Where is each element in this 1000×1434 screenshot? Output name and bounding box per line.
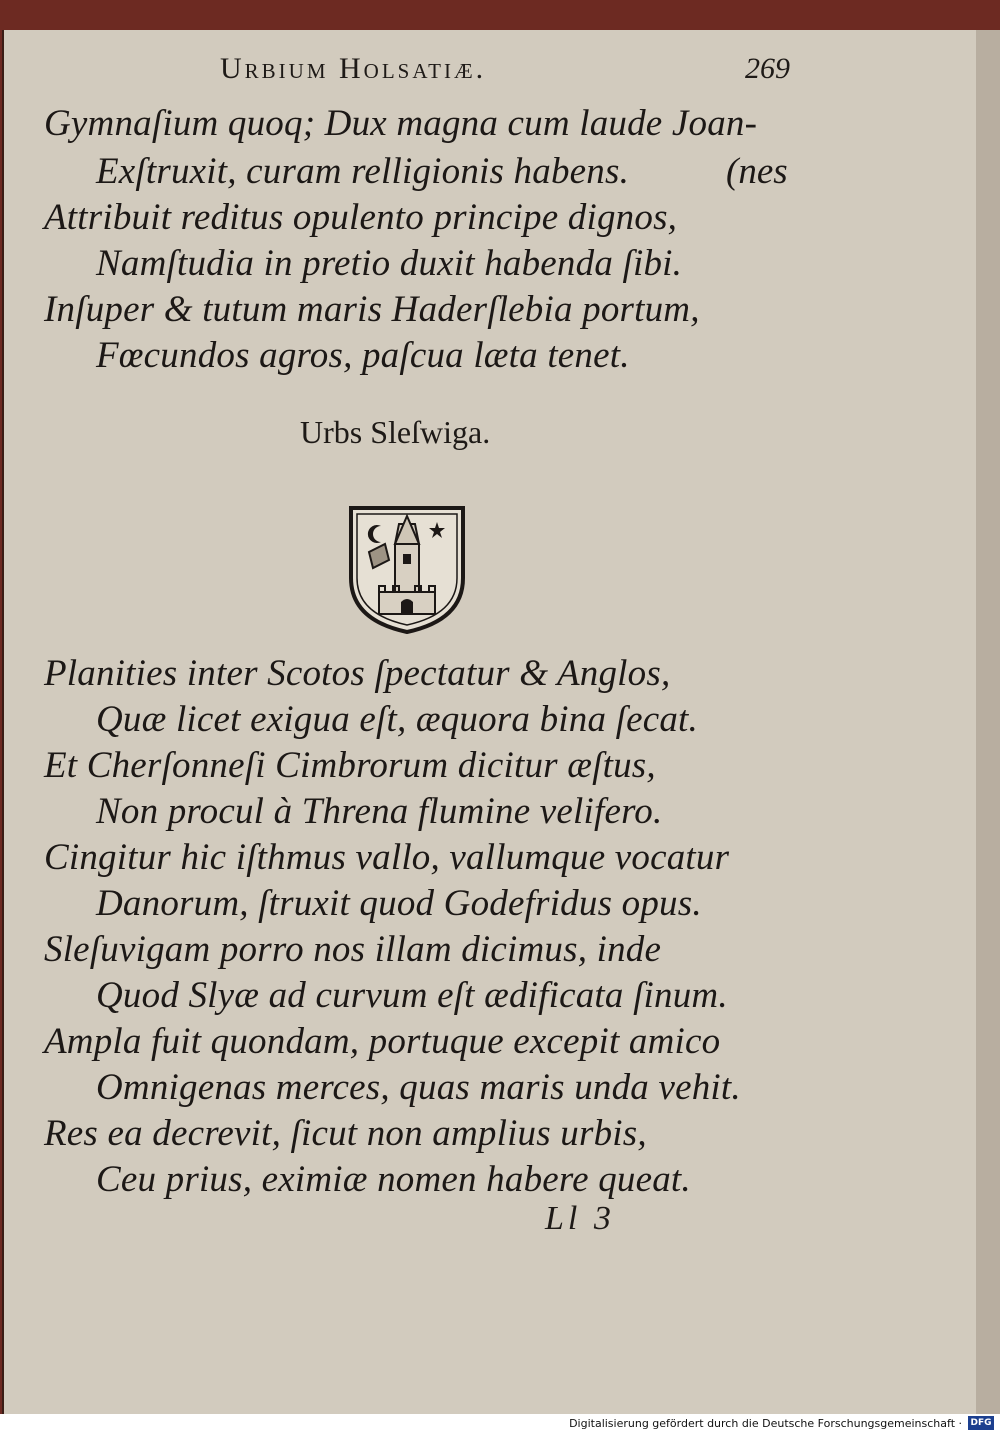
verse-line: Et Cherſonneſi Cimbrorum dicitur æſtus, — [44, 745, 656, 786]
verse-line: Non procul à Threna flumine velifero. — [96, 791, 663, 832]
footer-bar — [0, 1414, 1000, 1434]
verse-turnover: (nes — [726, 151, 788, 192]
verse-line: Cingitur hic iſthmus vallo, vallumque vocatur — [44, 837, 730, 878]
page-edge-shadow — [974, 30, 1000, 1414]
verse-line: Ampla fuit quondam, portuque excepit amico — [44, 1021, 721, 1062]
verse-line: Quæ licet exigua eſt, æquora bina ſecat. — [96, 699, 698, 740]
verse-line: Sleſuvigam porro nos illam dicimus, inde — [44, 929, 662, 970]
running-title: Urbium Holsatiæ. — [220, 52, 487, 85]
verse-line: Omnigenas merces, quas maris unda vehit. — [96, 1067, 741, 1108]
verse-line: Exſtruxit, curam relligionis habens. — [96, 151, 630, 192]
verse-line: Attribuit reditus opulento principe dignos, — [44, 197, 678, 238]
verse-line: Fœcundos agros, paſcua læta tenet. — [96, 335, 630, 376]
verse-line: Danorum, ſtruxit quod Godefridus opus. — [96, 883, 702, 924]
castle-tower-shield-icon — [345, 502, 471, 636]
page-header — [220, 52, 790, 96]
verse-line: Planities inter Scotos ſpectatur & Anglos, — [44, 653, 671, 694]
page-number: 269 — [745, 52, 790, 85]
verse-line: Inſuper & tutum maris Haderſlebia portum, — [44, 289, 700, 330]
dfg-logo: DFG — [968, 1416, 994, 1430]
footer-credit: Digitalisierung gefördert durch die Deutsche Forschungsgemeinschaft · — [569, 1417, 962, 1430]
section-title: Urbs Sleſwiga. — [300, 414, 491, 450]
verse-line: Quod Slyæ ad curvum eſt ædificata ſinum. — [96, 975, 728, 1016]
verse-line: Gymnaſium quoq; Dux magna cum laude Joan- — [44, 103, 758, 144]
verse-line: Ceu prius, eximiæ nomen habere queat. — [96, 1159, 691, 1200]
signature-mark: Ll 3 — [545, 1200, 615, 1237]
verse-line: Namſtudia in pretio duxit habenda ſibi. — [96, 243, 683, 284]
verse-line: Res ea decrevit, ſicut non amplius urbis, — [44, 1113, 647, 1154]
